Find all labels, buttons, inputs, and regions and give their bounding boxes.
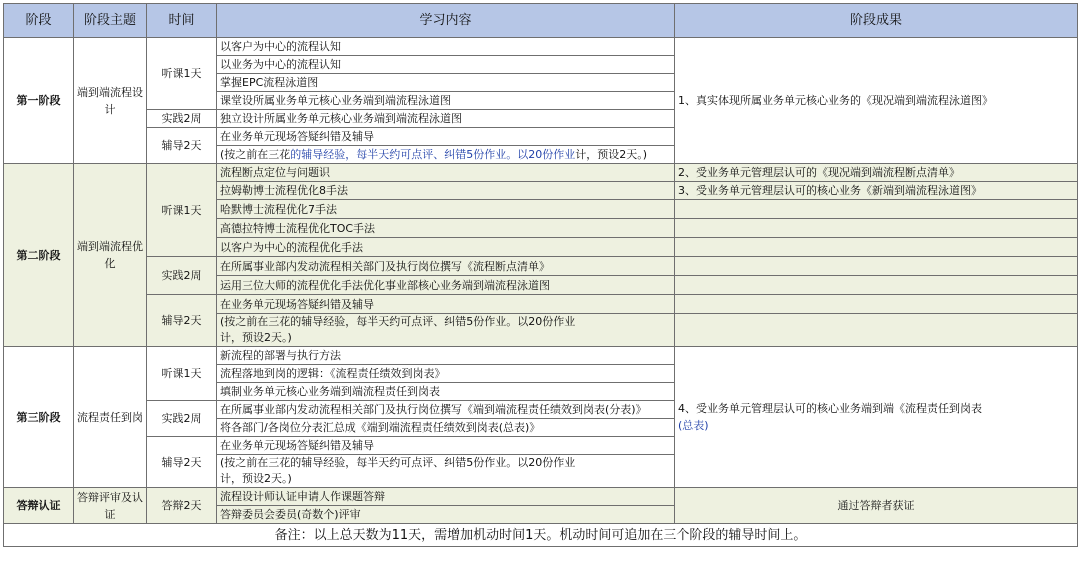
stage-result: 通过答辩者获证 <box>675 488 1078 524</box>
table-row <box>4 257 1078 276</box>
stage-result: 1、真实体现所属业务单元核心业务的《现况端到端流程泳道图》 <box>675 38 1078 164</box>
content-item: 掌握EPC流程泳道图 <box>217 74 675 92</box>
header-result: 阶段成果 <box>675 4 1078 38</box>
content-item-coach-note: (按之前在三花的辅导经验，每半天约可点评、纠错5份作业。以20份作业计，预设2天。) <box>217 146 675 164</box>
header-content: 学习内容 <box>217 4 675 38</box>
stage-theme: 流程责任到岗 <box>74 347 147 488</box>
content-item: 流程落地到岗的逻辑：《流程责任绩效到岗表》 <box>217 365 675 383</box>
content-item: 拉姆勒博士流程优化8手法 <box>217 182 675 200</box>
header-theme: 阶段主题 <box>74 4 147 38</box>
stage-name: 答辩认证 <box>4 488 74 524</box>
footnote: 备注：以上总天数为11天，需增加机动时间1天。机动时间可追加在三个阶段的辅导时间上。 <box>4 524 1078 547</box>
content-item: 新流程的部署与执行方法 <box>217 347 675 365</box>
table-row <box>4 164 1078 182</box>
content-item: 高德拉特博士流程优化TOC手法 <box>217 219 675 238</box>
time-listen: 听课1天 <box>147 38 217 110</box>
content-item: 在所属事业部内发动流程相关部门及执行岗位撰写《流程断点清单》 <box>217 257 675 276</box>
content-item: 独立设计所属业务单元核心业务端到端流程泳道图 <box>217 110 675 128</box>
result-empty-cell <box>675 219 1078 238</box>
content-item: 在业务单元现场答疑纠错及辅导 <box>217 295 675 314</box>
result-empty-cell <box>675 295 1078 314</box>
time-practice: 实践2周 <box>147 257 217 295</box>
content-item: 以客户为中心的流程优化手法 <box>217 238 675 257</box>
content-item-coach-note: (按之前在三花的辅导经验，每半天约可点评、纠错5份作业。以20份作业计，预设2天。) <box>217 314 675 347</box>
table-row <box>4 295 1078 314</box>
stage-result: 3、受业务单元管理层认可的核心业务《新端到端流程泳道图》 <box>675 182 1078 200</box>
time-listen: 听课1天 <box>147 164 217 257</box>
time-defense: 答辩2天 <box>147 488 217 524</box>
note-row <box>4 524 1078 547</box>
table-row <box>4 347 1078 365</box>
stage-theme: 端到端流程优化 <box>74 164 147 347</box>
table-row <box>4 38 1078 56</box>
time-practice: 实践2周 <box>147 110 217 128</box>
result-empty-cell <box>675 276 1078 295</box>
content-item: 在所属事业部内发动流程相关部门及执行岗位撰写《端到端流程责任绩效到岗表(分表)》 <box>217 401 675 419</box>
content-item: 课堂设所属业务单元核心业务端到端流程泳道图 <box>217 92 675 110</box>
stage-theme: 答辩评审及认证 <box>74 488 147 524</box>
result-empty-cell <box>675 314 1078 347</box>
content-item: 哈默博士流程优化7手法 <box>217 200 675 219</box>
content-item: 在业务单元现场答疑纠错及辅导 <box>217 128 675 146</box>
stage-name: 第二阶段 <box>4 164 74 347</box>
stage-name: 第三阶段 <box>4 347 74 488</box>
content-item: 填制业务单元核心业务端到端流程责任到岗表 <box>217 383 675 401</box>
training-plan-table <box>3 3 1078 547</box>
stage-theme: 端到端流程设计 <box>74 38 147 164</box>
time-practice: 实践2周 <box>147 401 217 437</box>
content-item: 答辩委员会委员(奇数个)评审 <box>217 506 675 524</box>
content-item: 运用三位大师的流程优化手法优化事业部核心业务端到端流程泳道图 <box>217 276 675 295</box>
header-time: 时间 <box>147 4 217 38</box>
content-item-coach-note: (按之前在三花的辅导经验，每半天约可点评、纠错5份作业。以20份作业计，预设2天。) <box>217 455 675 488</box>
time-listen: 听课1天 <box>147 347 217 401</box>
content-item: 流程设计师认证申请人作课题答辩 <box>217 488 675 506</box>
content-item: 流程断点定位与问题识 <box>217 164 675 182</box>
result-empty-cell <box>675 238 1078 257</box>
time-coach: 辅导2天 <box>147 295 217 347</box>
time-coach: 辅导2天 <box>147 437 217 488</box>
result-empty-cell <box>675 200 1078 219</box>
header-row <box>4 4 1078 38</box>
stage-result: 4、受业务单元管理层认可的核心业务端到端《流程责任到岗表 (总表) <box>675 347 1078 488</box>
table-row <box>4 488 1078 506</box>
stage-name: 第一阶段 <box>4 38 74 164</box>
content-item: 以业务为中心的流程认知 <box>217 56 675 74</box>
content-item: 以客户为中心的流程认知 <box>217 38 675 56</box>
result-empty-cell <box>675 257 1078 276</box>
header-stage: 阶段 <box>4 4 74 38</box>
stage-result: 2、受业务单元管理层认可的《现况端到端流程断点清单》 <box>675 164 1078 182</box>
content-item: 将各部门/各岗位分表汇总成《端到端流程责任绩效到岗表(总表)》 <box>217 419 675 437</box>
time-coach: 辅导2天 <box>147 128 217 164</box>
content-item: 在业务单元现场答疑纠错及辅导 <box>217 437 675 455</box>
